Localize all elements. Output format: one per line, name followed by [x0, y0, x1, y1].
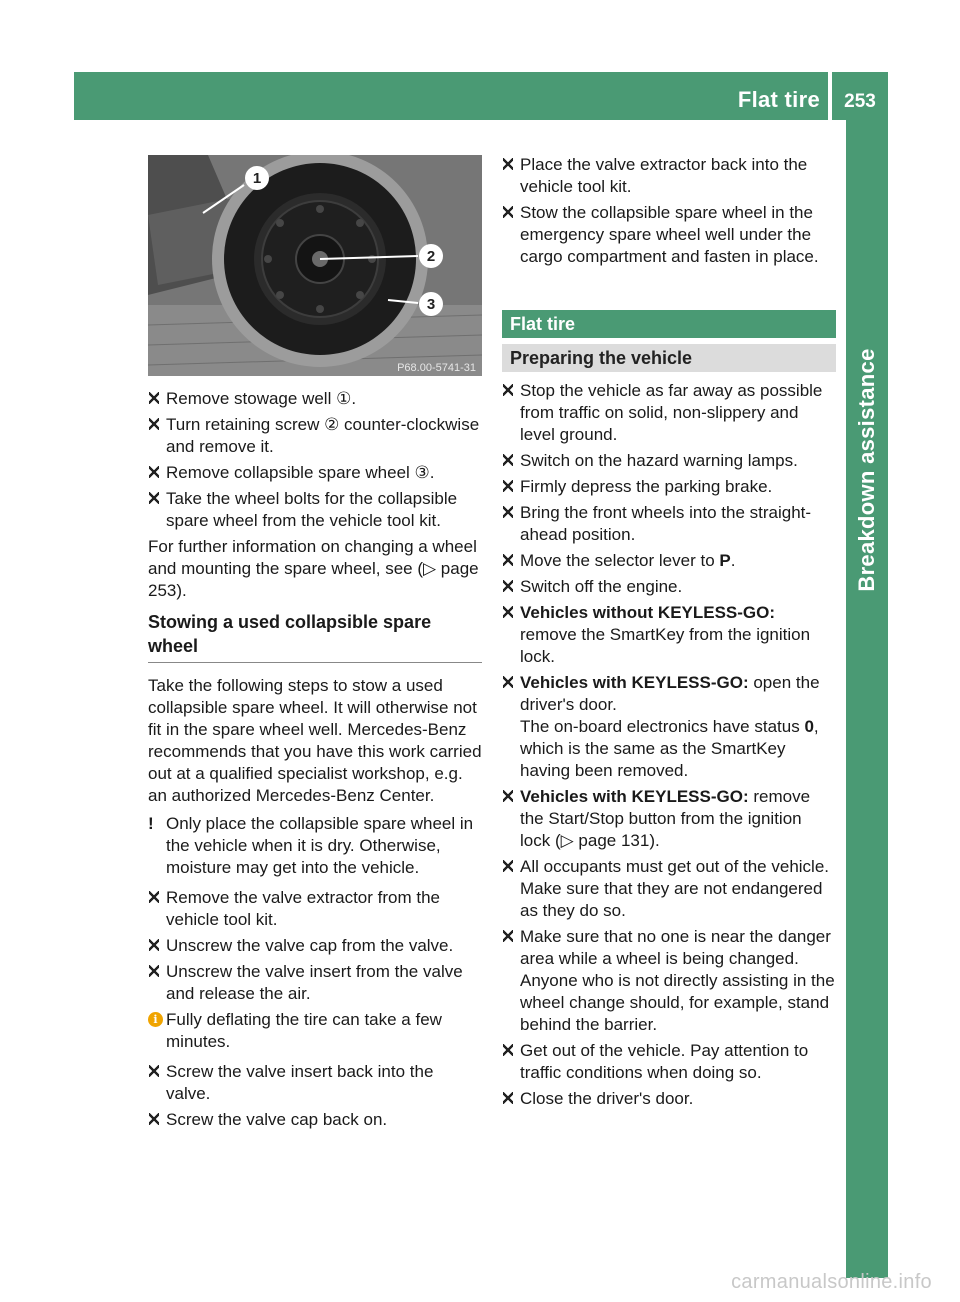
section-bar: Flat tire: [502, 310, 836, 338]
header-bar: [74, 72, 828, 120]
warning-note: [148, 813, 482, 879]
warning-text: Only place the collapsible spare wheel in the vehicle when it is dry. Otherwise, moisture may get into the vehicle.: [166, 814, 474, 877]
list-item: Remove stowage well ①.: [148, 388, 482, 410]
section-heading: Stowing a used collapsible spare wheel: [148, 610, 482, 663]
svg-text:2: 2: [426, 248, 436, 265]
list-item: Take the wheel bolts for the collapsible spare wheel from the vehicle tool kit.: [148, 488, 482, 532]
paragraph: For further information on changing a wheel and mounting the spare wheel, see (▷ page 253).: [148, 537, 479, 600]
watermark: carmanualsonline.info: [731, 1271, 932, 1293]
left-column: [148, 388, 482, 1135]
list-item: Screw the valve cap back on.: [148, 1109, 482, 1131]
paragraph: Take the following steps to stow a used collapsible spare wheel. It will otherwise not fit in the spare wheel well. Mercedes-Benz recommends that you have this work carried out at a qualified specialist workshop, e.g. an authorized Mercedes-Benz Center.: [148, 676, 482, 805]
figure-code: P68.00-5741-31: [397, 362, 476, 374]
list-item: Vehicles with KEYLESS-GO: open the driver's door. The on-board electronics have status 0, which is the same as the SmartKey having been removed.: [502, 672, 836, 782]
list-item: Stow the collapsible spare wheel in the emergency spare wheel well under the cargo compartment and fasten in place.: [502, 202, 836, 268]
spare-wheel-figure: [148, 155, 482, 376]
list-item: Remove the valve extractor from the vehicle tool kit.: [148, 887, 482, 931]
list-item: Move the selector lever to P.: [502, 550, 836, 572]
list-item: Switch off the engine.: [502, 576, 836, 598]
list-item: Bring the front wheels into the straight-ahead position.: [502, 502, 836, 546]
list-item: All occupants must get out of the vehicle. Make sure that they are not endangered as they do so.: [502, 856, 836, 922]
list-item: Screw the valve insert back into the valve.: [148, 1061, 482, 1105]
page-number: 253: [844, 91, 876, 112]
list-item: Stop the vehicle as far away as possible from traffic on solid, non-slippery and level ground.: [502, 380, 836, 446]
list-item: Switch on the hazard warning lamps.: [502, 450, 836, 472]
callout-3: [419, 292, 443, 316]
svg-text:1: 1: [252, 170, 262, 187]
list-item: Vehicles without KEYLESS-GO: remove the SmartKey from the ignition lock.: [502, 602, 836, 668]
side-tab-label-wrap: [846, 130, 888, 810]
list-item: Firmly depress the parking brake.: [502, 476, 836, 498]
list-item: Make sure that no one is near the danger area while a wheel is being changed. Anyone who is not directly assisting in the wheel change should, for example, stand behind the barrier.: [502, 926, 836, 1036]
callout-1: [245, 166, 269, 190]
list-item: Place the valve extractor back into the vehicle tool kit.: [502, 154, 836, 198]
subsection-bar: Preparing the vehicle: [502, 344, 836, 372]
warning-icon: !: [148, 814, 154, 833]
page-title: Flat tire: [737, 87, 820, 112]
info-note: [148, 1009, 482, 1053]
callout-2: [419, 244, 443, 268]
list-item: Turn retaining screw ② counter-clockwise and remove it.: [148, 414, 482, 458]
list-item: Unscrew the valve cap from the valve.: [148, 935, 482, 957]
info-text: Fully deflating the tire can take a few minutes.: [166, 1010, 442, 1051]
spare-wheel-illustration: [148, 155, 482, 376]
info-icon: i: [148, 1012, 163, 1027]
list-item: Unscrew the valve insert from the valve and release the air.: [148, 961, 482, 1005]
list-item: Remove collapsible spare wheel ③.: [148, 462, 482, 484]
list-item: Close the driver's door.: [502, 1088, 836, 1110]
list-item: Vehicles with KEYLESS-GO: remove the Start/Stop button from the ignition lock (▷ page 131).: [502, 786, 836, 852]
right-column: [502, 154, 836, 1114]
list-item: Get out of the vehicle. Pay attention to traffic conditions when doing so.: [502, 1040, 836, 1084]
side-tab-label: Breakdown assistance: [854, 348, 879, 592]
svg-text:3: 3: [426, 296, 436, 313]
